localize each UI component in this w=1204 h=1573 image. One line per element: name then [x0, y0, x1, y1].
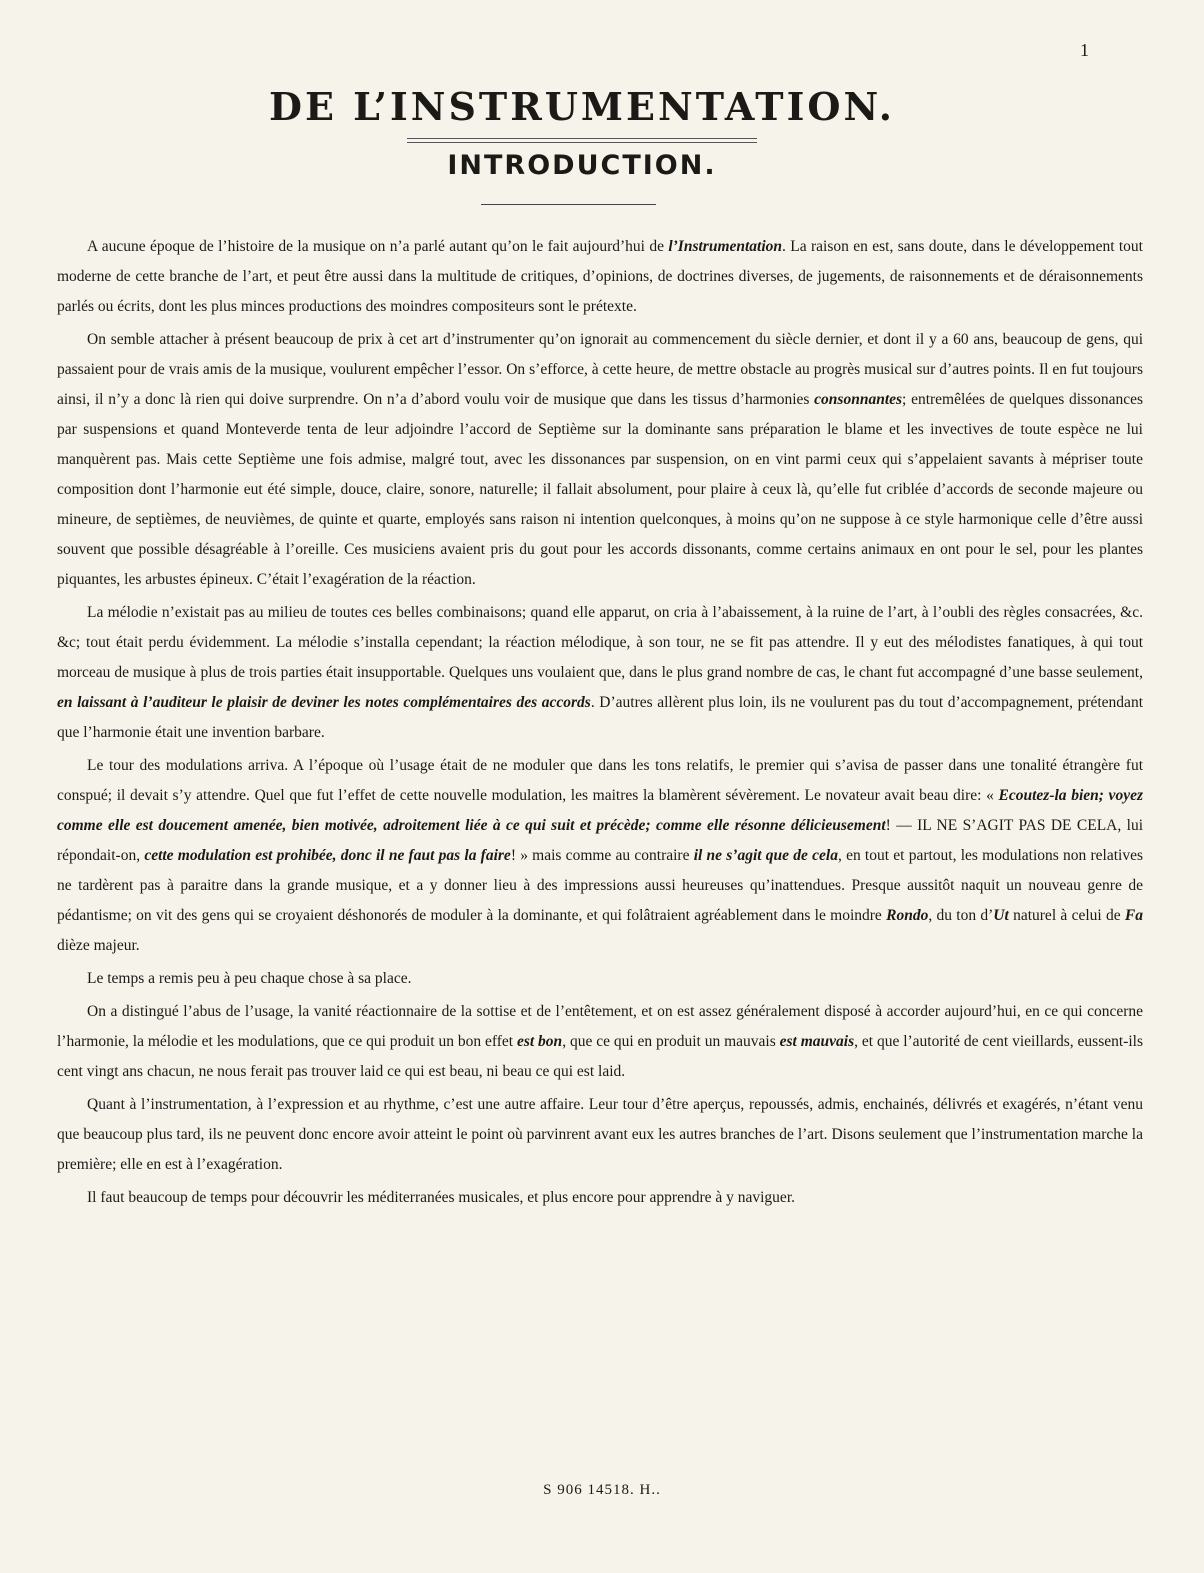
title-divider — [407, 138, 757, 139]
body-text — [57, 232, 1143, 1216]
emphasized-text: Ut — [993, 907, 1009, 924]
text-run: , que ce qui en produit un mauvais — [562, 1033, 780, 1050]
text-run: A aucune époque de l’histoire de la musique on n’a parlé autant qu’on le fait aujourd’hui de — [87, 238, 669, 255]
emphasized-text: est mauvais — [779, 1033, 855, 1050]
emphasized-text: l’Instrumentation — [668, 238, 783, 255]
text-run: ! » mais comme au contraire — [510, 847, 694, 864]
text-run: Le tour des modulations arriva. A l’époque où l’usage était de ne moduler que dans les tons relatifs, le premier qui s’avisa de passer dans une tonalité étrangère fut conspué; il devait s’y attendre. Quel que fut l’effet de cette nouvelle modulation, les maitres la blamèrent sévèrement. Le novateur avait beau dire: « — [57, 757, 1143, 804]
plate-number: S 906 14518. H.. — [543, 1482, 661, 1498]
emphasized-text: cette modulation est prohibée, donc il ne faut pas la faire — [144, 847, 511, 864]
text-run: On a distingué l’abus de l’usage, la vanité réactionnaire de la sottise et de l’entêtement, et on est assez généralement disposé à accorder aujourd’hui, en ce qui concerne l’harmonie, la mélodie et les modulations, que ce qui produit un bon effet — [57, 1003, 1143, 1050]
text-run: Quant à l’instrumentation, à l’expression et au rhythme, c’est une autre affaire. Leur tour d’être aperçus, repoussés, admis, enchainés, délivrés et exagérés, n’étant venu que beaucoup plus tard, ils ne peuvent donc encore avoir atteint le point où parvinrent avant eux les autres branches de l’art. Disons seulement que l’instrumentation marche la première; elle en est à l’exagération. — [57, 1096, 1143, 1173]
emphasized-text: en laissant à l’auditeur le plaisir de deviner les notes complémentaires des accords — [57, 694, 591, 711]
text-run: Le temps a remis peu à peu chaque chose à sa place. — [87, 970, 412, 987]
text-run: . La raison en est, sans doute, dans le développement tout moderne de cette branche de l’art, et peut être aussi dans la multitude de critiques, d’opinions, de doctrines diverses, de jugements, de raisonnements et de déraisonnements parlés ou écrits, dont les plus minces productions des moindres compositeurs sont le prétexte. — [57, 238, 1143, 315]
paragraph — [57, 325, 1143, 595]
emphasized-text: Rondo — [886, 907, 929, 924]
emphasized-text: Ecoutez-la bien; voyez comme elle est doucement amenée, bien motivée, adroitement liée à ce qui suit et précède; comme elle résonne délicieusement — [57, 787, 1143, 834]
paragraph — [57, 751, 1143, 961]
emphasized-text: Fa — [1124, 907, 1144, 924]
text-run: dièze majeur. — [57, 937, 140, 954]
section-heading: INTRODUCTION. — [447, 150, 717, 181]
text-run: , et que l’autorité de cent vieillards, eussent-ils cent vingt ans chacun, ne nous ferait pas trouver laid ce qui est beau, ni beau ce qui est laid. — [57, 1033, 1143, 1080]
text-run: . D’autres allèrent plus loin, ils ne voulurent pas du tout d’accompagnement, prétendant que l’harmonie était une invention barbare. — [57, 694, 1143, 741]
text-run: On semble attacher à présent beaucoup de prix à cet art d’instrumenter qu’on ignorait au commencement du siècle dernier, et dont il y a 60 ans, beaucoup de gens, qui passaient pour de vrais amis de la musique, voulurent empêcher l’essor. On s’efforce, à cette heure, de mettre obstacle au progrès musical sur d’autres points. Il en fut toujours ainsi, il n’y a donc là rien qui doive surprendre. On n’a d’abord voulu voir de musique que dans les tissus d’harmonies — [57, 331, 1143, 408]
paragraph — [57, 598, 1143, 748]
text-run: , en tout et partout, les modulations non relatives ne tardèrent pas à paraitre dans la grande musique, et a y donner lieu à des impressions aussi heureuses qu’inattendues. Presque aussitôt naquit un nouveau genre de pédantisme; on vit des gens qui se croyaient déshonorés de moduler à la dominante, et qui folâtraient agréablement dans le moindre — [57, 847, 1143, 924]
text-run: Il faut beaucoup de temps pour découvrir les méditerranées musicales, et plus encore pour apprendre à y naviguer. — [87, 1189, 795, 1206]
paragraph — [57, 232, 1143, 322]
text-run: naturel à celui de — [1008, 907, 1125, 924]
heading-divider — [481, 204, 656, 205]
text-run: ! — IL NE S’AGIT PAS DE CELA, lui répondait-on, — [57, 817, 1143, 864]
page-number: 1 — [1080, 40, 1089, 60]
text-run: ; entremêlées de quelques dissonances par suspensions et quand Monteverde tenta de leur adjoindre l’accord de Septième sur la dominante sans préparation le blame et les invectives de toute espèce ne lui manquèrent pas. Mais cette Septième une fois admise, malgré tout, avec les dissonances par suspension, on en vint parmi ceux qui s’appelaient savants à mépriser toute composition dont l’harmonie eut été simple, douce, claire, sonore, naturelle; il fallait absolument, pour plaire à ceux là, qu’elle fut criblée d’accords de seconde majeure ou mineure, de septièmes, de neuvièmes, de quinte et quarte, employés sans raison ni intention quelconques, à moins qu’on ne suppose à ce style harmonique celle d’être aussi souvent que possible désagréable à l’oreille. Ces musiciens avaient pris du gout pour les accords dissonants, comme certains animaux en ont pour le sel, pour les plantes piquantes, les arbustes épineux. C’était l’exagération de la réaction. — [57, 391, 1143, 588]
text-run: La mélodie n’existait pas au milieu de toutes ces belles combinaisons; quand elle apparut, on cria à l’abaissement, à la ruine de l’art, à l’oubli des règles consacrées, &c. &c; tout était perdu évidemment. La mélodie s’installa cependant; la réaction mélodique, à son tour, ne se fit pas attendre. Il y eut des mélodistes fanatiques, à qui tout morceau de musique à plus de trois parties était insupportable. Quelques uns voulaient que, dans le plus grand nombre de cas, le chant fut accompagné d’une basse seulement, — [57, 604, 1143, 681]
paragraph — [57, 1090, 1143, 1180]
paragraph — [57, 964, 1143, 994]
paragraph — [57, 1183, 1143, 1213]
text-run: , du ton d’ — [928, 907, 994, 924]
title-divider-lower — [407, 142, 757, 143]
emphasized-text: consonnantes — [814, 391, 903, 408]
page-title: DE L’INSTRUMENTATION. — [269, 84, 895, 129]
paragraph — [57, 997, 1143, 1087]
emphasized-text: est bon — [516, 1033, 563, 1050]
emphasized-text: il ne s’agit que de cela — [693, 847, 838, 864]
